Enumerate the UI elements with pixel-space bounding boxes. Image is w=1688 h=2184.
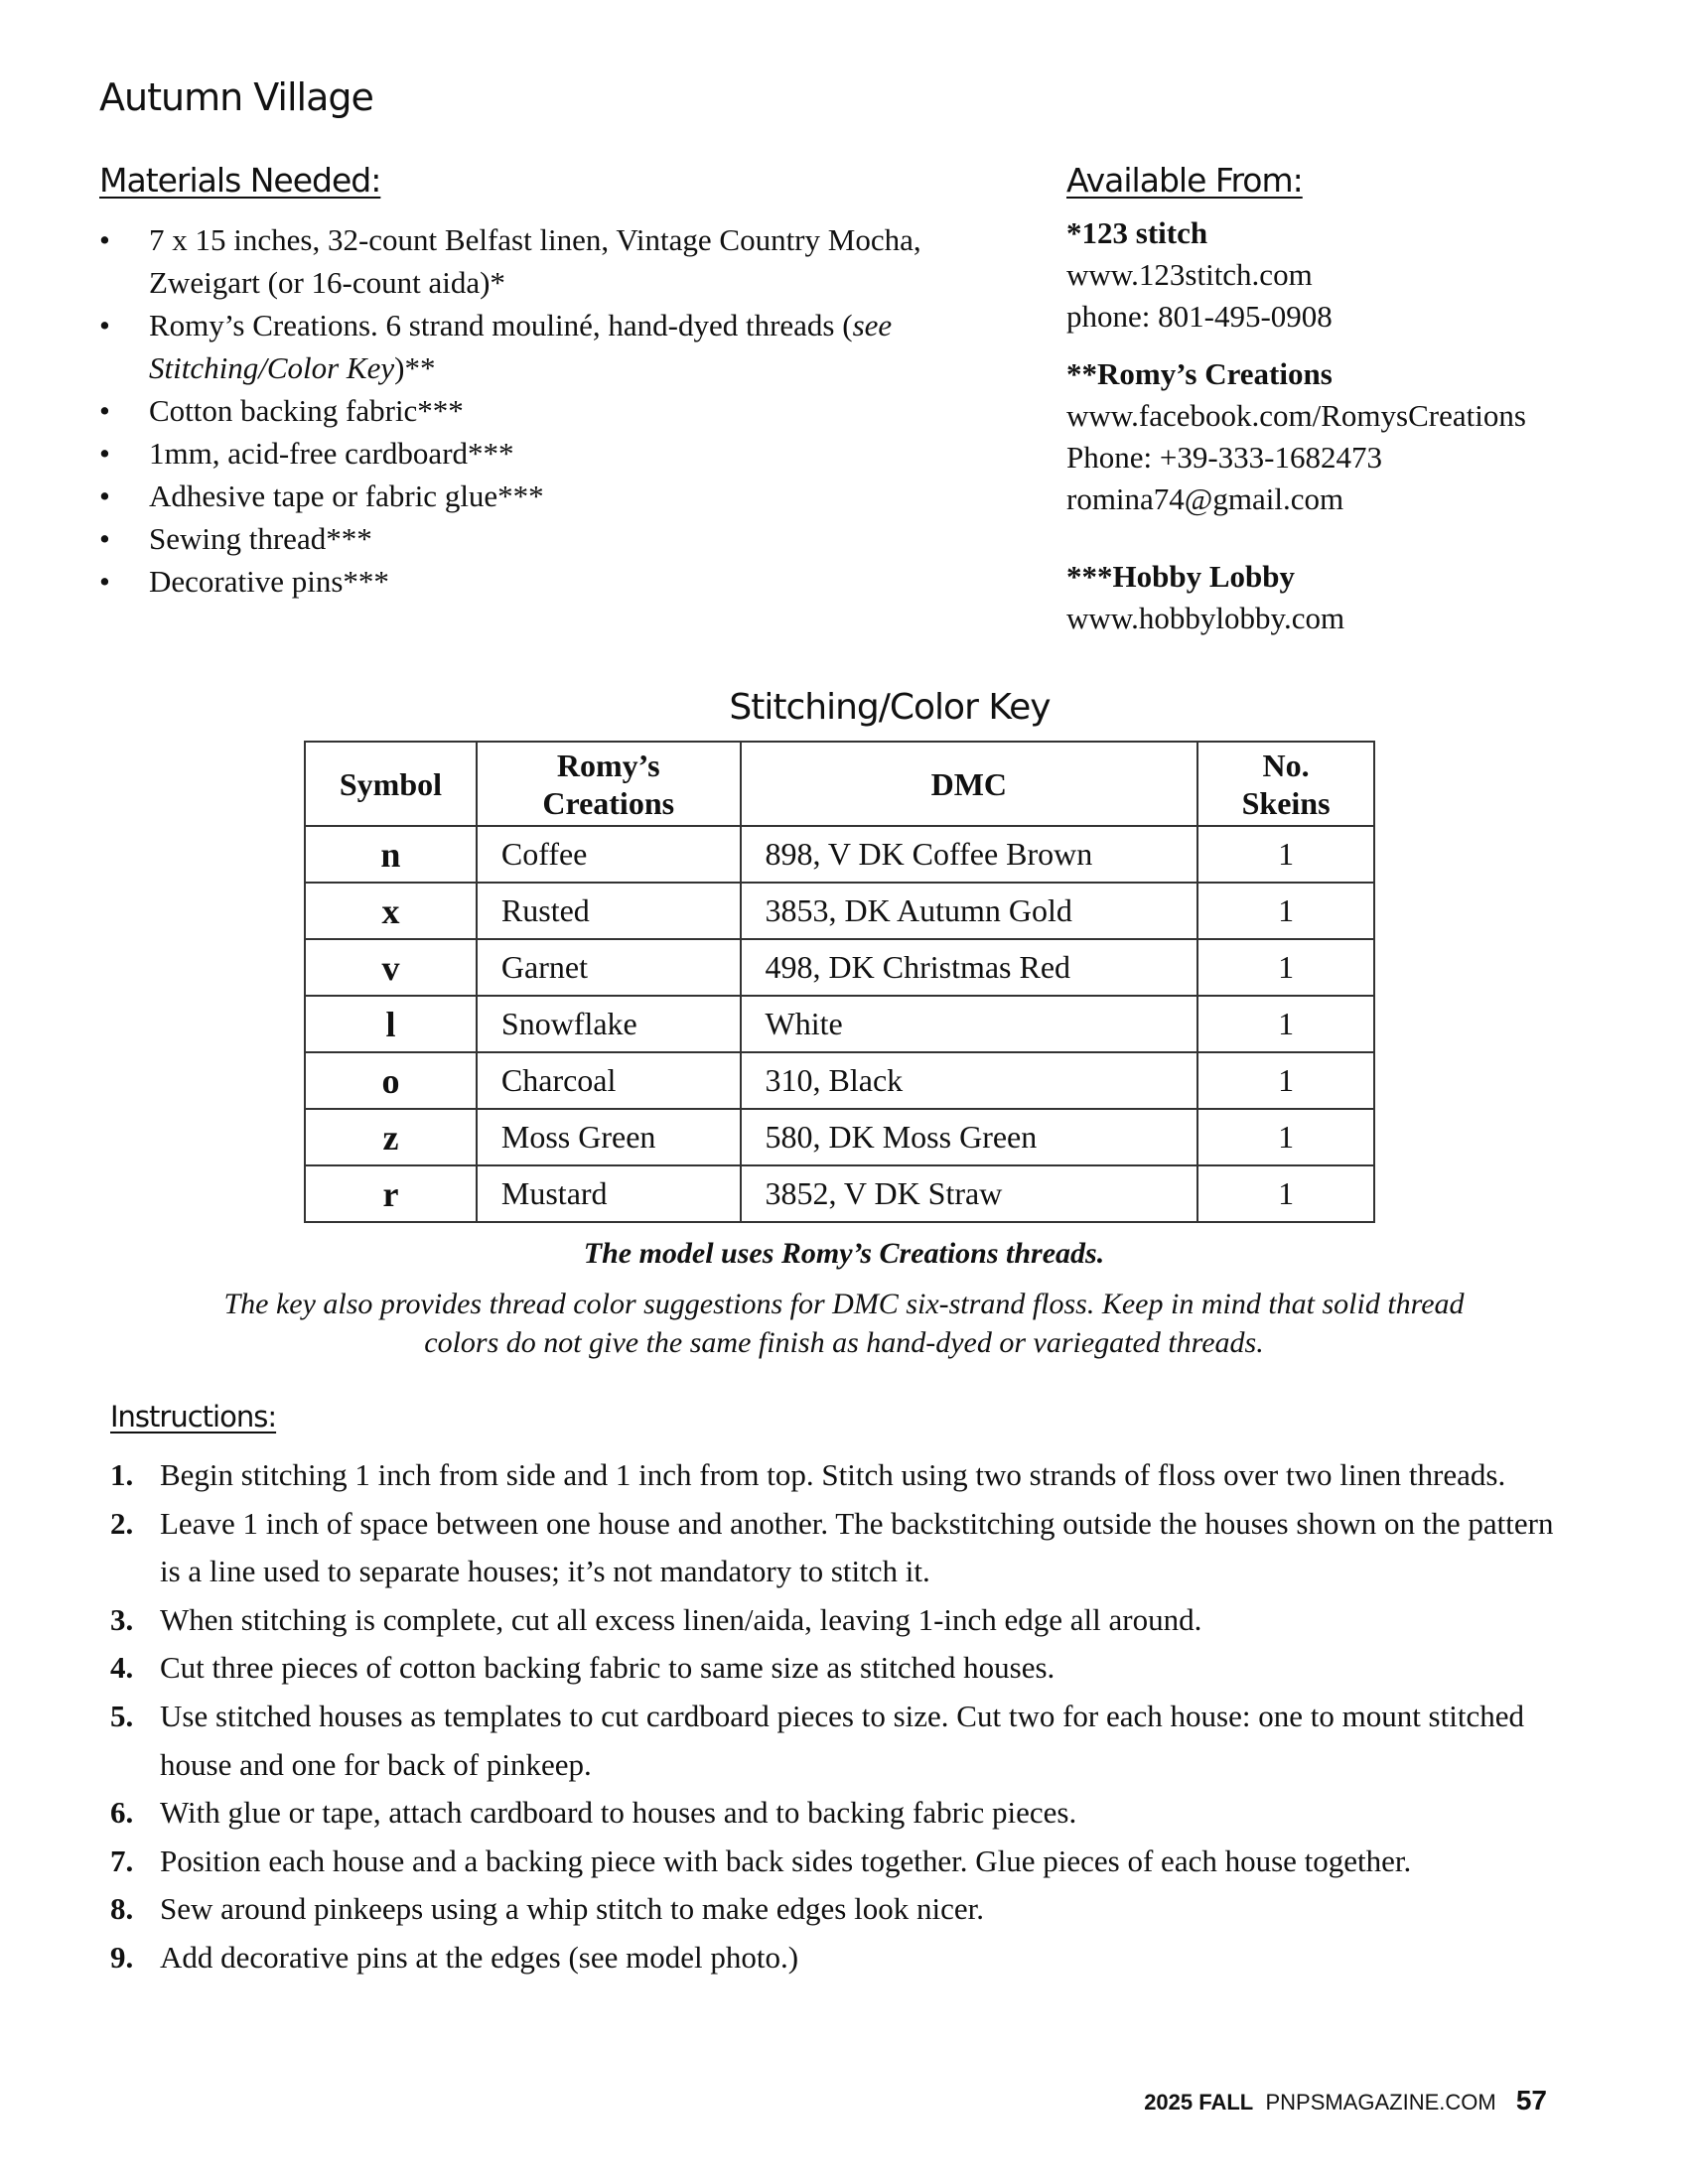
item-number: 7. [110, 1843, 134, 1878]
list-item [110, 1934, 1580, 1982]
symbol-cell: r [305, 1165, 477, 1222]
symbol-cell: l [305, 996, 477, 1052]
supplier-name: *123 stitch [1066, 215, 1208, 250]
skeins-cell: 1 [1197, 1109, 1374, 1165]
list-item [110, 1838, 1580, 1886]
skeins-cell: 1 [1197, 939, 1374, 996]
item-text: Cut three pieces of cotton backing fabric to same size as stitched houses. [160, 1650, 1055, 1686]
romys-cell: Moss Green [477, 1109, 741, 1165]
item-text: Romy’s Creations. 6 strand mouliné, hand-dyed threads ( [149, 308, 853, 342]
skeins-cell: 1 [1197, 1052, 1374, 1109]
page-number: 57 [1515, 2085, 1547, 2116]
supplier-web[interactable]: www.hobbylobby.com [1066, 601, 1345, 635]
list-item [110, 1596, 1580, 1645]
available-from [1066, 161, 1622, 639]
header-symbol: Symbol [305, 742, 477, 826]
symbol-cell: v [305, 939, 477, 996]
supplier-web[interactable]: www.123stitch.com [1066, 257, 1313, 292]
table-row [305, 883, 1374, 939]
romys-cell: Mustard [477, 1165, 741, 1222]
footer-site: PNPSMAGAZINE.COM [1265, 2090, 1496, 2115]
key-note-bold: The model uses Romy’s Creations threads. [583, 1237, 1105, 1270]
item-number: 1. [110, 1457, 134, 1492]
list-item [110, 1644, 1580, 1693]
list-item: • Sewing thread*** [99, 517, 1013, 560]
dmc-cell: White [741, 996, 1198, 1052]
skeins-cell: 1 [1197, 826, 1374, 883]
materials-list [99, 218, 1013, 603]
item-number: 8. [110, 1891, 134, 1927]
header-romys: Romy’s Creations [477, 742, 741, 826]
dmc-cell: 580, DK Moss Green [741, 1109, 1198, 1165]
list-item [99, 304, 1013, 389]
dmc-cell: 3852, V DK Straw [741, 1165, 1198, 1222]
symbol-cell: o [305, 1052, 477, 1109]
romys-cell: Snowflake [477, 996, 741, 1052]
romys-cell: Garnet [477, 939, 741, 996]
page-title: Autumn Village [99, 75, 373, 119]
item-number: 3. [110, 1601, 134, 1637]
supplier-phone: phone: 801-495-0908 [1066, 299, 1333, 334]
dmc-cell: 898, V DK Coffee Brown [741, 826, 1198, 883]
table-row [305, 939, 1374, 996]
instructions-list [110, 1451, 1580, 1982]
list-item [110, 1500, 1580, 1596]
list-item [110, 1693, 1580, 1789]
romys-cell: Rusted [477, 883, 741, 939]
list-item: • Cotton backing fabric*** [99, 389, 1013, 432]
page-footer [1144, 2085, 1547, 2116]
materials-heading: Materials Needed: [99, 161, 381, 200]
key-note: The key also provides thread color suggestions for DMC six-strand floss. Keep in mind that solid thread colors do not give the same finish as hand-dyed or variegated threads. [223, 1288, 1465, 1359]
list-item: • 1mm, acid-free cardboard*** [99, 432, 1013, 475]
romys-cell: Charcoal [477, 1052, 741, 1109]
color-key-table [304, 741, 1375, 1223]
item-number: 4. [110, 1650, 134, 1686]
table-row [305, 1109, 1374, 1165]
available-heading: Available From: [1066, 161, 1303, 200]
header-skeins: No. Skeins [1197, 742, 1374, 826]
item-text: Use stitched houses as templates to cut cardboard pieces to size. Cut two for each house: one to mount stitched house and one for back of pinkeep. [160, 1698, 1524, 1782]
item-number: 6. [110, 1795, 134, 1831]
item-text: Position each house and a backing piece with back sides together. Glue pieces of each house together. [160, 1843, 1412, 1878]
list-item [110, 1789, 1580, 1838]
dmc-cell: 498, DK Christmas Red [741, 939, 1198, 996]
item-number: 2. [110, 1505, 134, 1541]
list-item: • Adhesive tape or fabric glue*** [99, 475, 1013, 517]
skeins-cell: 1 [1197, 996, 1374, 1052]
header-dmc: DMC [741, 742, 1198, 826]
symbol-cell: x [305, 883, 477, 939]
key-title: Stitching/Color Key [729, 687, 1051, 728]
supplier-name: ***Hobby Lobby [1066, 559, 1296, 594]
item-number: 9. [110, 1939, 134, 1975]
skeins-cell: 1 [1197, 1165, 1374, 1222]
list-item: • 7 x 15 inches, 32-count Belfast linen, Vintage Country Mocha, Zweigart (or 16-count aida)* [99, 218, 1013, 304]
item-italic: see Stitching/Color Key [149, 308, 893, 385]
item-text: When stitching is complete, cut all excess linen/aida, leaving 1-inch edge all around. [160, 1601, 1202, 1637]
item-text: Begin stitching 1 inch from side and 1 inch from top. Stitch using two strands of floss over two linen threads. [160, 1457, 1506, 1492]
list-item: • Decorative pins*** [99, 560, 1013, 603]
table-row [305, 996, 1374, 1052]
item-text: Add decorative pins at the edges (see model photo.) [160, 1939, 799, 1975]
list-item [110, 1885, 1580, 1934]
supplier-name: **Romy’s Creations [1066, 356, 1333, 391]
dmc-cell: 310, Black [741, 1052, 1198, 1109]
table-row [305, 1165, 1374, 1222]
item-number: 5. [110, 1698, 134, 1733]
table-row [305, 1052, 1374, 1109]
dmc-cell: 3853, DK Autumn Gold [741, 883, 1198, 939]
supplier-email[interactable]: romina74@gmail.com [1066, 481, 1344, 516]
table-row [305, 826, 1374, 883]
symbol-cell: z [305, 1109, 477, 1165]
item-text: Sew around pinkeeps using a whip stitch to make edges look nicer. [160, 1891, 984, 1927]
skeins-cell: 1 [1197, 883, 1374, 939]
item-tail: )** [394, 350, 436, 385]
item-text: Leave 1 inch of space between one house and another. The backstitching outside the houses shown on the pattern is a line used to separate houses; it’s not mandatory to stitch it. [160, 1505, 1554, 1589]
romys-cell: Coffee [477, 826, 741, 883]
instructions-heading: Instructions: [110, 1400, 277, 1433]
supplier-web[interactable]: www.facebook.com/RomysCreations [1066, 398, 1526, 433]
symbol-cell: n [305, 826, 477, 883]
footer-issue: 2025 FALL [1144, 2090, 1254, 2115]
supplier-phone: Phone: +39-333-1682473 [1066, 440, 1382, 475]
item-text: With glue or tape, attach cardboard to houses and to backing fabric pieces. [160, 1795, 1077, 1831]
list-item [110, 1451, 1580, 1500]
